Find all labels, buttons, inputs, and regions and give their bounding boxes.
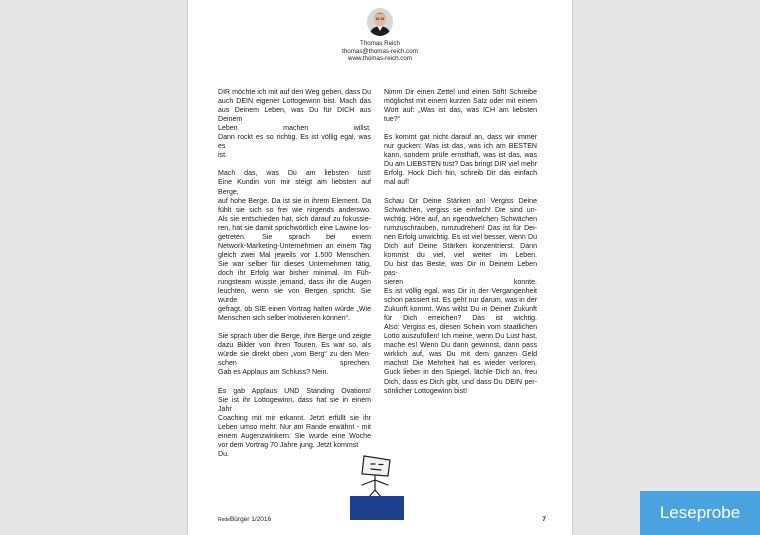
text-line: DIR möchte ich mit auf den Weg geben, dass Du [218,89,371,96]
text-line: leuchten, wenn sie von Bergen spricht. Sie wurde [218,288,371,305]
text-line: auch DEIN eigener Lottogewinn bist. Mach das [218,98,371,106]
text-line: gefragt, ob SIE einen Vortrag halten würde „Wie [218,306,371,314]
paragraph [384,197,537,396]
text-line: Schau Dir Deine Stärken an! Vergiss Deine [384,197,537,205]
text-line: getreten. Sie sprach bei einem [218,233,371,241]
text-line: aus Deinem Leben, was Du für DICH aus Deinem [218,107,371,124]
text-line: nur gucken: Was ist das, was ich am BESTEN [384,143,537,151]
text-line: wirklich auf, was Du mit dem ganzen Geld [384,351,537,359]
left-column [218,88,371,459]
text-line: gleich zwei Mal jeweils vor 1.500 Menschen. [218,251,371,259]
paragraph [218,169,371,323]
text-line: Sie ist ihr Lottogewinn, dass hat sie in einem Jahr [218,396,371,413]
text-line: Wort auf: „Was ist das, was ICH am liebsten [384,107,537,115]
text-line: Erfolg. Hock Dich hin, schreib Dir das einfach [384,170,537,178]
page-number: 7 [542,516,546,523]
leseprobe-badge[interactable]: Leseprobe [640,491,760,535]
text-line: vor dem Vortrag 70 Jahre jung. Jetzt kommst Du. [218,441,359,458]
paragraph [218,387,371,459]
text-line: Als sie entschieden hat, sich darauf zu fokussie- [218,215,371,223]
publication-name: RedeBürger 1/2016 [218,516,272,523]
text-line: Also: Vergiss es, diesen Schein vom staatlichen [384,324,537,332]
text-line: Nimm Dir einen Zettel und einen Stift! Schreibe [384,89,537,96]
text-line: Es kommt gar nicht darauf an, dass wir immer [384,134,537,142]
text-line: Zukunft kommt. Was willst Du in Deiner Zukunft [384,306,537,314]
text-line: Dich, dass es Dich gibt, und dass Du DEIN per- [384,378,537,386]
portrait-photo-icon [367,8,393,36]
text-line: Es gab Applaus UND Standing Ovations! [218,387,371,395]
text-line: auf hohe Berge. Da ist sie in ihrem Element. Da [218,197,371,205]
text-line: ren, hat sie damit sprichwörtlich eine Lawine los- [218,224,371,232]
text-line: Schwächen, vergiss sie einfach! Die sind un- [384,206,537,214]
text-line: Menschen sich selber motivieren können“. [218,315,350,323]
text-line: kann, sondern prüfe ernsthaft, was ist das, was [384,152,537,160]
text-line: nen Erfolg unwichtig. Es ist viel besser, wenn Du [384,233,537,241]
text-line: Mach das, was Du am liebsten tust! [218,170,371,178]
text-line: dazu Bilder von ihren Touren. Es war so, als [218,342,371,350]
text-line: Dann rockt es so richtig. Es ist völlig egal, was es [218,134,371,151]
text-line: Gab es Applaus am Schluss? Nein. [218,369,329,377]
author-photo [367,8,393,36]
text-line: doch ihr Erfolg war bisher minimal. Im Füh- [218,269,371,277]
text-line: Du am LIEBSTEN tust? Das bringt DIR viel mehr [384,161,537,169]
text-line: Du bist das Beste, was Dir in Deinem Leben pas- [384,260,537,277]
text-line: machst! Die Mehrheit hat es wieder verloren. [384,360,537,368]
text-line: ist. [218,152,228,160]
text-line: sönlicher Lottogewinn bist! [384,387,468,395]
text-line: schon passiert ist. Es geht nur darum, was in der [384,297,537,305]
text-line: einem Augenzwinkern: Sie wurde eine Woche [218,432,371,440]
paragraph [384,133,537,187]
text-line: Dich auf Deine Stärken konzentrierst. Dann [384,242,537,250]
text-line: fühlt sie sich so frei wie nirgends anderswo. [218,206,371,214]
stick-figure-icon [346,452,410,522]
text-line: würde sie direkt oben „vom Berg“ zu den Men- [218,351,371,359]
text-line: möglichst mit einem kurzen Satz oder mit einem [384,98,537,106]
text-line: Guck lieber in den Spiegel, lächle Dich an, freu [384,369,537,377]
text-line: für Dich erreichen? Das ist wichtig. [384,315,537,323]
author-contact [280,40,480,63]
text-line: Sie war selber für dieses Unternehmen tätig, [218,260,371,268]
magazine-page [188,0,572,535]
text-line: rumzuschrauben, rumzudrehen! Das ist für Dei- [384,224,537,232]
right-column [384,88,537,396]
paragraph [384,88,537,124]
paragraph [218,88,371,160]
text-line: mal auf! [384,179,410,187]
text-line: Leben umso mehr. Nur am Rande erwähnt - mit [218,423,371,431]
text-line: wichtig. Höre auf, an irgendwelchen Schwächen [384,215,537,223]
text-line: Sie sprach über die Berge, ihre Berge und zeigte [218,333,371,341]
text-line: kommst du viel, viel weiter im Leben. [384,251,537,259]
text-line: rungsteam wusste jemand, dass ihr die Augen [218,278,371,286]
text-line: Lotto auszufüllen! Ich meine, wenn Du Lust hast, [384,333,537,341]
author-website[interactable]: www.thomas-reich.com [348,55,412,63]
text-line: sieren konnte. [384,278,537,286]
text-line: Es ist völlig egal, was Dir in der Vergangenheit [384,288,537,296]
author-email[interactable]: thomas@thomas-reich.com [342,47,418,55]
text-line: Coaching mit mir erkannt. Jetzt erfüllt sie ihr [218,414,371,422]
text-line: Leben machen willst. [218,125,371,133]
text-line: schen sprechen. [218,360,371,368]
text-line: tue?“ [384,116,401,124]
stick-figure-mascot [346,452,410,522]
text-line: mache es! Wenn Du dann gewinnst, dann pass [384,342,537,350]
text-line: Network-Marketing-Unternehmen an einem Tag [218,242,371,250]
text-line: Eine Kundin von mir steigt am liebsten auf Berge, [218,179,371,196]
paragraph [218,332,371,377]
author-name: Thomas Reich [360,40,400,47]
